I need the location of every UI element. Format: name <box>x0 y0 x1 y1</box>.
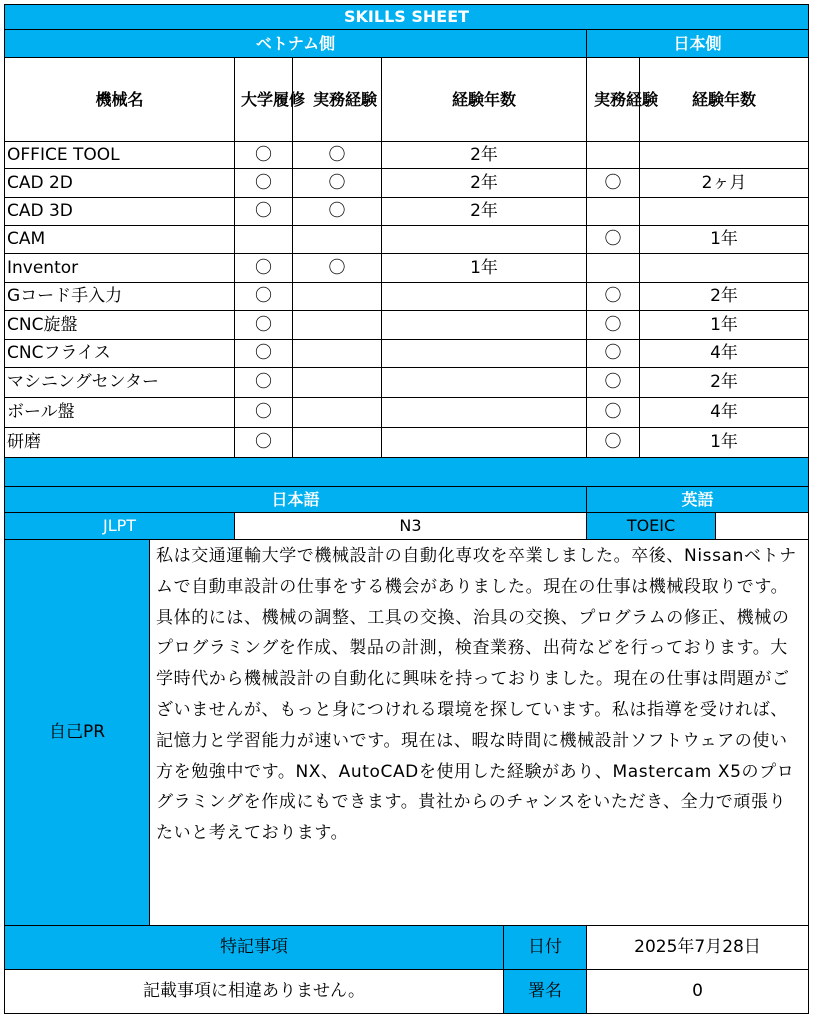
university-mark: 〇 <box>235 311 293 340</box>
skill-row <box>5 283 809 311</box>
jp-experience-mark: 〇 <box>587 169 640 198</box>
university-mark: 〇 <box>235 428 293 458</box>
experience-years: 2年 <box>382 142 587 169</box>
jp-experience-years: 2ヶ月 <box>640 169 809 198</box>
col-jp-years: 経験年数 <box>640 58 809 142</box>
japan-side-header: 日本側 <box>587 30 809 58</box>
skill-row <box>5 428 809 458</box>
col-jp-experience: 実務経験 <box>587 58 640 142</box>
date-value: 2025年7月28日 <box>587 926 809 970</box>
jlpt-value: N3 <box>235 513 587 540</box>
experience-years <box>382 428 587 458</box>
jp-experience-years: 1年 <box>640 311 809 340</box>
experience-years <box>382 398 587 428</box>
university-mark <box>235 226 293 254</box>
skill-row <box>5 226 809 254</box>
skill-row <box>5 142 809 169</box>
jp-experience-years: 1年 <box>640 428 809 458</box>
jp-experience-mark <box>587 142 640 169</box>
skill-row <box>5 398 809 428</box>
experience-mark: 〇 <box>293 169 382 198</box>
jp-experience-mark: 〇 <box>587 340 640 368</box>
jp-experience-years: 2年 <box>640 368 809 398</box>
university-mark: 〇 <box>235 340 293 368</box>
skill-name: 研磨 <box>5 428 235 458</box>
jp-experience-years: 4年 <box>640 398 809 428</box>
jp-experience-mark: 〇 <box>587 398 640 428</box>
self-pr-label: 自己PR <box>5 540 150 925</box>
notes-cell <box>5 926 587 970</box>
experience-years: 1年 <box>382 254 587 283</box>
toeic-value <box>716 513 809 540</box>
jp-experience-mark: 〇 <box>587 368 640 398</box>
experience-mark <box>293 311 382 340</box>
experience-mark <box>293 428 382 458</box>
skill-row <box>5 368 809 398</box>
skill-name: OFFICE TOOL <box>5 142 235 169</box>
skill-name: CNCフライス <box>5 340 235 368</box>
col-years: 経験年数 <box>382 58 587 142</box>
skill-row <box>5 254 809 283</box>
english-language-header: 英語 <box>587 487 809 513</box>
skill-name: マシニングセンター <box>5 368 235 398</box>
skill-name: Inventor <box>5 254 235 283</box>
skill-row <box>5 198 809 226</box>
experience-mark: 〇 <box>293 198 382 226</box>
jp-experience-mark: 〇 <box>587 311 640 340</box>
university-mark: 〇 <box>235 254 293 283</box>
skills-sheet-table <box>4 4 809 1014</box>
jp-experience-mark: 〇 <box>587 226 640 254</box>
university-mark: 〇 <box>235 398 293 428</box>
experience-years <box>382 226 587 254</box>
skill-row <box>5 169 809 198</box>
skill-row <box>5 311 809 340</box>
skill-name: CAD 2D <box>5 169 235 198</box>
experience-mark <box>293 398 382 428</box>
self-pr-text: 私は交通運輸大学で機械設計の自動化専攻を卒業しました。卒後、Nissanベトナムで自動車設計の仕事をする機会がありました。現在の仕事は機械段取りです。具体的には、機械の調整、工具の交換、治具の交換、プログラムの修正、機械のプログラミングを作成、製品の計測，検査業務、出荷などを行っております。大学時代から機械設計の自動化に興味を持っておりました。現在の仕事は問題がございませんが、もっと身につけれる環境を探しています。私は指導を受ければ、記憶力と学習能力が速いです。現在は、暇な時間に機械設計ソフトウェアの使い方を勉強中です。NX、AutoCADを使用した経験があり、Mastercam X5のプログラミングを作成にもできます。貴社からのチャンスをいただき、全力で頑張りたいと考えております。 <box>156 546 797 844</box>
skill-name: CNC旋盤 <box>5 311 235 340</box>
skill-name: CAD 3D <box>5 198 235 226</box>
toeic-label: TOEIC <box>587 513 716 540</box>
statement-text: 記載事項に相違ありません。 <box>5 970 504 1013</box>
experience-mark <box>293 283 382 311</box>
university-mark: 〇 <box>235 198 293 226</box>
date-label: 日付 <box>504 926 587 969</box>
university-mark: 〇 <box>235 368 293 398</box>
university-mark: 〇 <box>235 142 293 169</box>
jp-experience-mark <box>587 198 640 226</box>
jp-experience-mark <box>587 254 640 283</box>
col-university: 大学履修 <box>235 58 293 142</box>
jp-experience-years <box>640 142 809 169</box>
jlpt-label: JLPT <box>5 513 235 540</box>
self-pr-row <box>5 540 809 926</box>
experience-mark <box>293 368 382 398</box>
jp-experience-years: 4年 <box>640 340 809 368</box>
jp-experience-mark: 〇 <box>587 428 640 458</box>
sheet-title: SKILLS SHEET <box>5 5 809 30</box>
notes-label: 特記事項 <box>5 926 504 969</box>
vietnam-side-header: ベトナム側 <box>5 30 587 58</box>
signature-label: 署名 <box>504 970 587 1013</box>
jp-experience-years: 1年 <box>640 226 809 254</box>
skill-name: CAM <box>5 226 235 254</box>
university-mark: 〇 <box>235 169 293 198</box>
col-machine-name: 機械名 <box>5 58 235 142</box>
skill-name: ボール盤 <box>5 398 235 428</box>
jp-experience-years <box>640 198 809 226</box>
experience-years <box>382 368 587 398</box>
experience-years <box>382 283 587 311</box>
skill-row <box>5 340 809 368</box>
experience-mark: 〇 <box>293 142 382 169</box>
japanese-language-header: 日本語 <box>5 487 587 513</box>
signature-value: 0 <box>587 970 809 1014</box>
experience-years: 2年 <box>382 198 587 226</box>
col-experience: 実務経験 <box>293 58 382 142</box>
skill-name: Gコード手入力 <box>5 283 235 311</box>
university-mark: 〇 <box>235 283 293 311</box>
experience-mark <box>293 340 382 368</box>
experience-years <box>382 340 587 368</box>
jp-experience-mark: 〇 <box>587 283 640 311</box>
experience-mark: 〇 <box>293 254 382 283</box>
spacer-band <box>5 458 809 487</box>
jp-experience-years: 2年 <box>640 283 809 311</box>
statement-cell <box>5 970 587 1014</box>
experience-years: 2年 <box>382 169 587 198</box>
experience-mark <box>293 226 382 254</box>
jp-experience-years <box>640 254 809 283</box>
experience-years <box>382 311 587 340</box>
